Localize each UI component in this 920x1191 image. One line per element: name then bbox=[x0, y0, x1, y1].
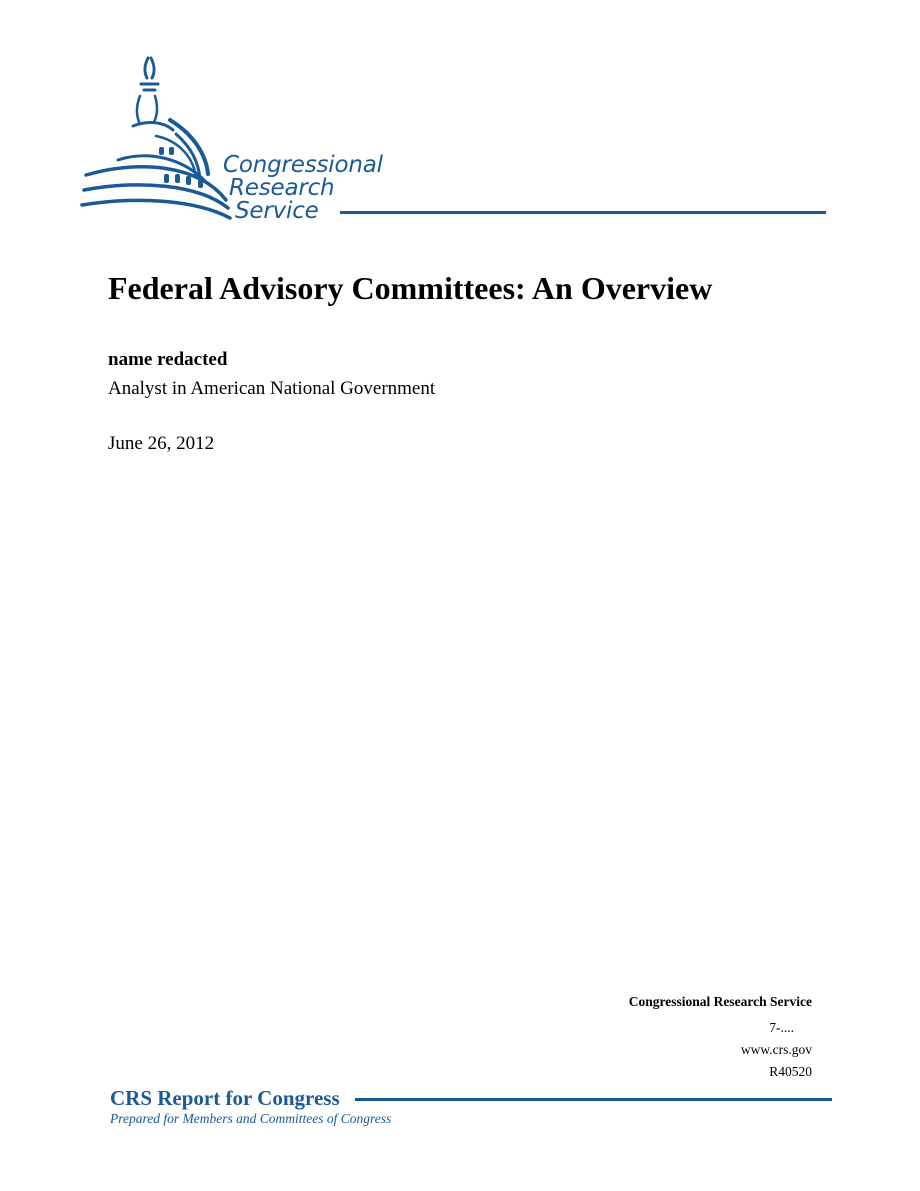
publisher-phone-code: 7-.... bbox=[769, 1020, 794, 1035]
footer-tagline: Prepared for Members and Committees of Congress bbox=[110, 1111, 392, 1126]
publisher-name: Congressional Research Service bbox=[628, 994, 812, 1009]
footer-series-title: CRS Report for Congress bbox=[110, 1086, 340, 1110]
report-title: Federal Advisory Committees: An Overview bbox=[108, 270, 713, 306]
logo-wordmark-line-1: Congressional bbox=[223, 152, 383, 178]
author-name: name redacted bbox=[108, 349, 228, 370]
publisher-block bbox=[629, 991, 812, 1083]
author-title: Analyst in American National Government bbox=[108, 378, 436, 399]
publisher-website-link[interactable]: www.crs.gov bbox=[740, 1042, 812, 1057]
capitol-dome-logo-icon bbox=[78, 50, 243, 225]
logo-wordmark-line-3: Service bbox=[235, 198, 319, 224]
header-rule-divider bbox=[340, 211, 826, 214]
footer-rule-divider bbox=[355, 1098, 832, 1101]
report-number: R40520 bbox=[769, 1064, 812, 1079]
report-date: June 26, 2012 bbox=[108, 433, 215, 454]
logo-wordmark-line-2: Research bbox=[229, 175, 335, 201]
